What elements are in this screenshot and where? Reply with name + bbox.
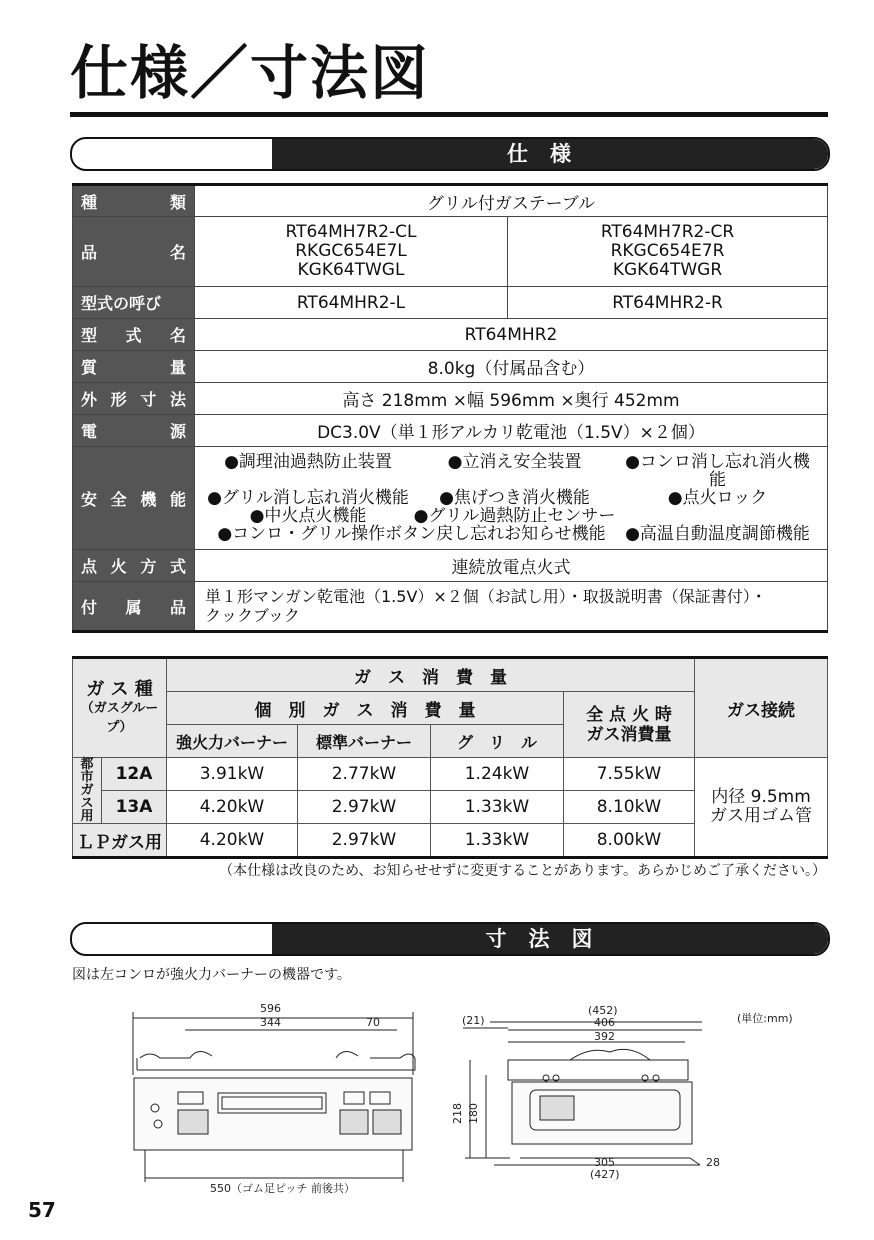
safety-label: 安 全 機 能 (73, 447, 195, 550)
power-value: DC3.0V（単１形アルカリ乾電池（1.5V）×２個） (195, 415, 828, 447)
individual-header: 個 別 ガ ス 消 費 量 (167, 692, 564, 725)
accessories-label: 付 属 品 (73, 582, 195, 632)
front-view (133, 1012, 415, 1182)
spec-note: （本仕様は改良のため、お知らせせずに変更することがあります。あらかじめご了承ください。） (219, 863, 826, 879)
strong-burner-header: 強火力バーナー (167, 725, 298, 758)
dim-70: 70 (366, 1016, 380, 1029)
table-row: ＬＰガス用 4.20kW 2.97kW 1.33kW 8.00kW (73, 824, 828, 858)
dim-180: 180 (467, 1103, 480, 1124)
dim-427: (427) (590, 1168, 620, 1181)
name-right: RT64MH7R2-CR RKGC654E7R KGK64TWGR (508, 217, 828, 287)
page-number: 57 (28, 1198, 56, 1222)
mass-label: 質 量 (73, 351, 195, 383)
table-row: 13A 4.20kW 2.97kW 1.33kW 8.10kW (73, 791, 828, 824)
dim-305: 305 (594, 1156, 615, 1169)
dim-452: (452) (588, 1004, 618, 1017)
mass-value: 8.0kg（付属品含む） (195, 351, 828, 383)
city-gas-label: 都市ガス用 (73, 758, 102, 824)
dim-344: 344 (260, 1016, 281, 1029)
spec-section-label: 仕様 (507, 142, 593, 166)
consumption-header: ガ ス 消 費 量 (167, 658, 695, 692)
dim-28: 28 (706, 1156, 720, 1169)
grill-header: グ リ ル (431, 725, 564, 758)
standard-burner-header: 標準バーナー (298, 725, 431, 758)
kind-value: グリル付ガステーブル (195, 185, 828, 217)
table-row: 都市ガス用 12A 3.91kW 2.77kW 1.24kW 7.55kW 内径 9.5mm ガス用ゴム管 (73, 758, 828, 791)
connection-value: 内径 9.5mm ガス用ゴム管 (695, 758, 828, 858)
model-call-label: 型式の呼び (73, 287, 195, 319)
kind-label: 種 類 (73, 185, 195, 217)
side-view (463, 1022, 702, 1165)
accessories-value: 単１形マンガン乾電池（1.5V）×２個（お試し用）・取扱説明書（保証書付）・ クックブック (195, 582, 828, 632)
model-call-left: RT64MHR2-L (195, 287, 508, 319)
dim-218: 218 (451, 1103, 464, 1124)
outer-label: 外 形 寸 法 (73, 383, 195, 415)
unit-label: (単位:mm) (737, 1012, 793, 1025)
power-label: 電 源 (73, 415, 195, 447)
dim-550: 550（ゴム足ピッチ 前後共） (210, 1182, 356, 1195)
dim-406: 406 (594, 1016, 615, 1029)
name-left: RT64MH7R2-CL RKGC654E7L KGK64TWGL (195, 217, 508, 287)
dim-21: (21) (462, 1014, 485, 1027)
model-call-right: RT64MHR2-R (508, 287, 828, 319)
total-header: 全 点 火 時 ガス消費量 (564, 692, 695, 758)
safety-features: ●調理油過熱防止装置 ●立消え安全装置 ●コンロ消し忘れ消火機能 ●グリル消し忘れ消火機能 ●焦げつき消火機能 ●点火ロック ●中火点火機能 ●グリル過熱防止センサー ●コンロ・グリル操作ボタン戻し忘れお知らせ機能 ●高温自動温度調節機能 (195, 447, 828, 550)
ignition-value: 連続放電点火式 (195, 550, 828, 582)
connection-header: ガス接続 (695, 658, 828, 758)
page-title: 仕様／寸法図 (70, 39, 431, 107)
ignition-label: 点 火 方 式 (73, 550, 195, 582)
name-label: 品 名 (73, 217, 195, 287)
dim-section-label: 寸法図 (485, 927, 615, 951)
model-name-value: RT64MHR2 (195, 319, 828, 351)
outer-value: 高さ 218mm ×幅 596mm ×奥行 452mm (195, 383, 828, 415)
dim-392: 392 (594, 1030, 615, 1043)
gas-type-header: ガ ス 種 （ガスグループ） (73, 658, 167, 758)
dim-caption: 図は左コンロが強火力バーナーの機器です。 (72, 967, 351, 983)
dim-596: 596 (260, 1002, 281, 1015)
model-name-label: 型 式 名 (73, 319, 195, 351)
